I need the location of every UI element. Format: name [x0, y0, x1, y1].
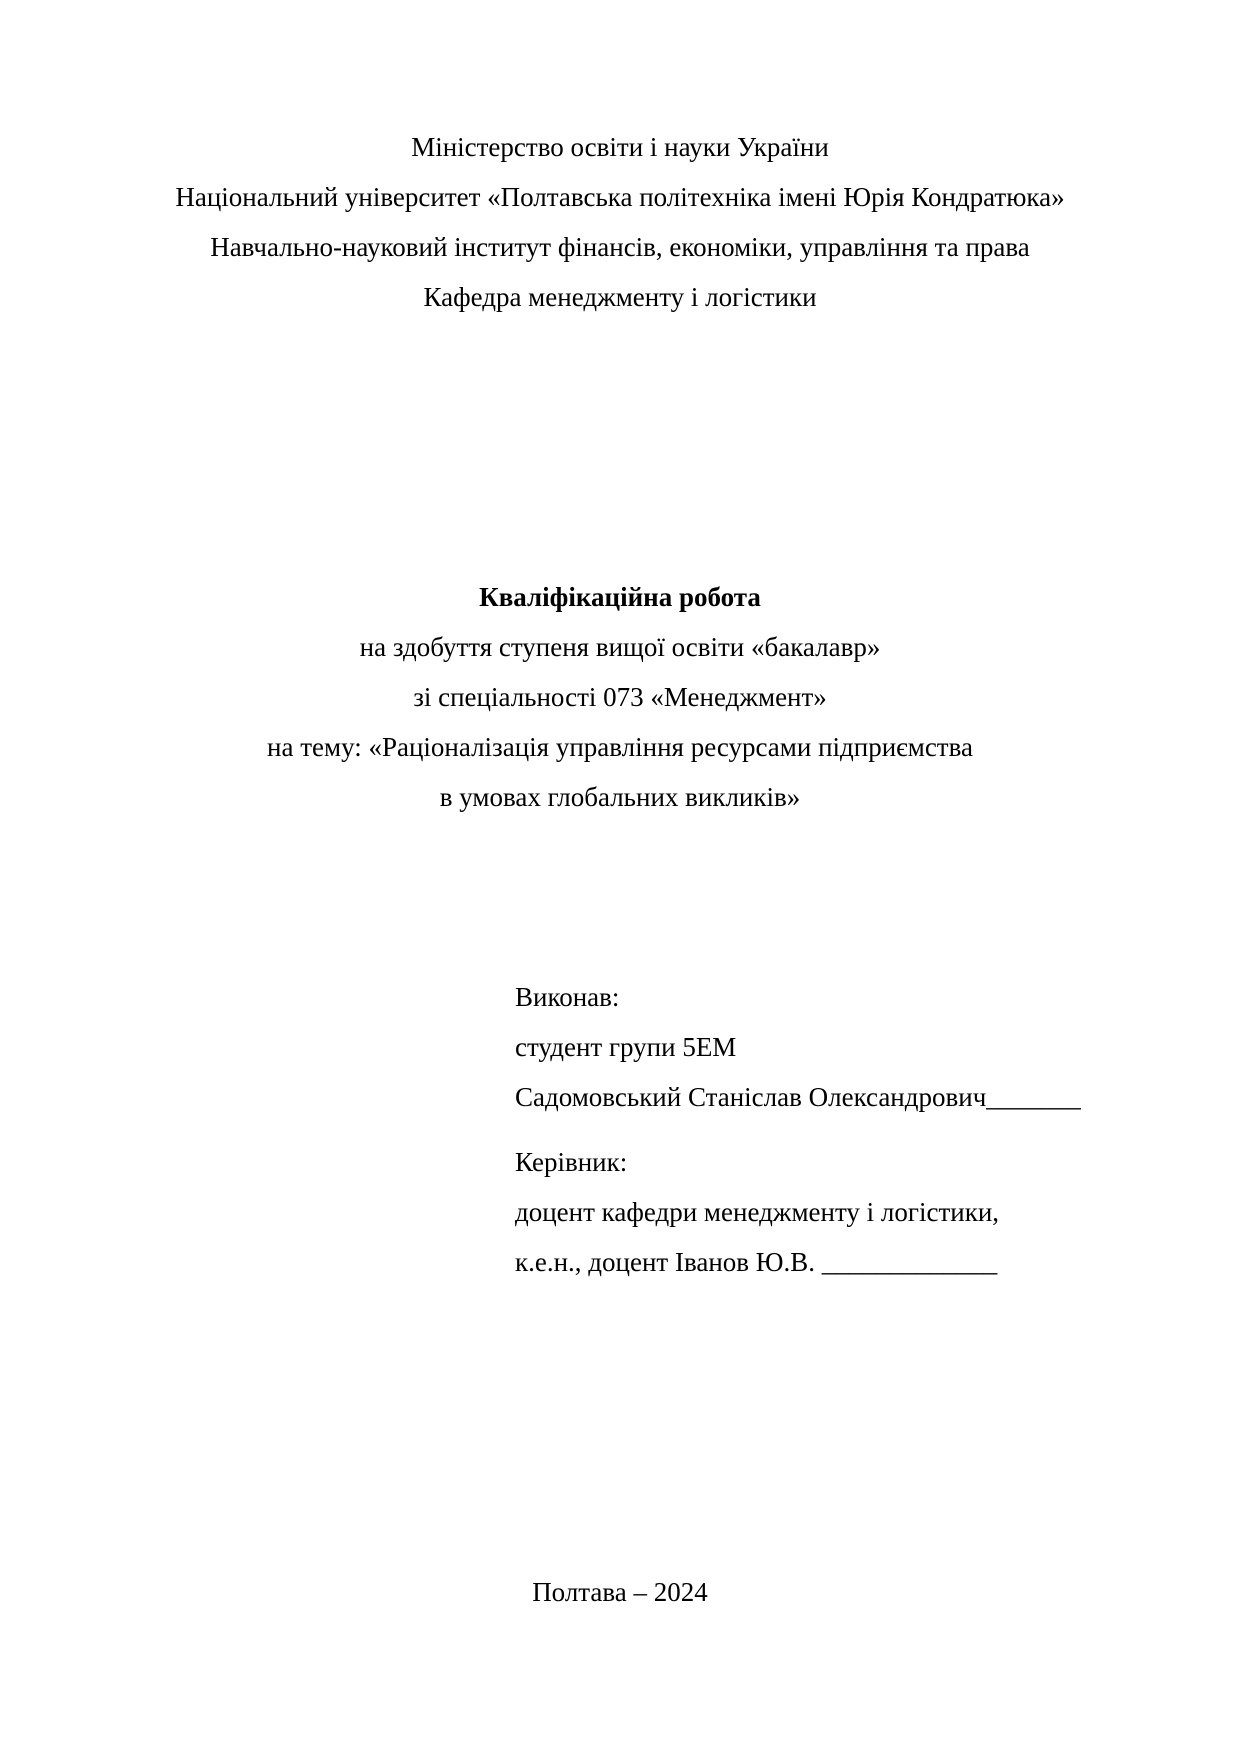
supervisor-position: доцент кафедри менеджменту і логістики, — [515, 1197, 1000, 1227]
topic-line-2: в умовах глобальних викликів» — [439, 782, 801, 812]
supervisor-name: к.е.н., доцент Іванов Ю.В. _____________ — [515, 1247, 998, 1277]
author-name: Садомовський Станіслав Олександрович_______ — [515, 1082, 1081, 1112]
specialty-line: зі спеціальності 073 «Менеджмент» — [413, 682, 827, 712]
author-label: Виконав: — [515, 982, 620, 1012]
supervisor-label: Керівник: — [515, 1147, 628, 1177]
work-type-title: Кваліфікаційна робота — [479, 582, 761, 612]
ministry-name: Міністерство освіти і науки України — [411, 132, 829, 162]
city-year: Полтава – 2024 — [532, 1577, 708, 1607]
degree-line: на здобуття ступеня вищої освіти «бакалавр» — [359, 632, 881, 662]
institute-name: Навчально-науковий інститут фінансів, економіки, управління та права — [210, 232, 1030, 262]
department-name: Кафедра менеджменту і логістики — [423, 282, 817, 312]
author-group: студент групи 5ЕМ — [515, 1032, 737, 1062]
university-name: Національний університет «Полтавська політехніка імені Юрія Кондратюка» — [175, 182, 1065, 212]
topic-line-1: на тему: «Раціоналізація управління ресурсами підприємства — [267, 732, 973, 762]
